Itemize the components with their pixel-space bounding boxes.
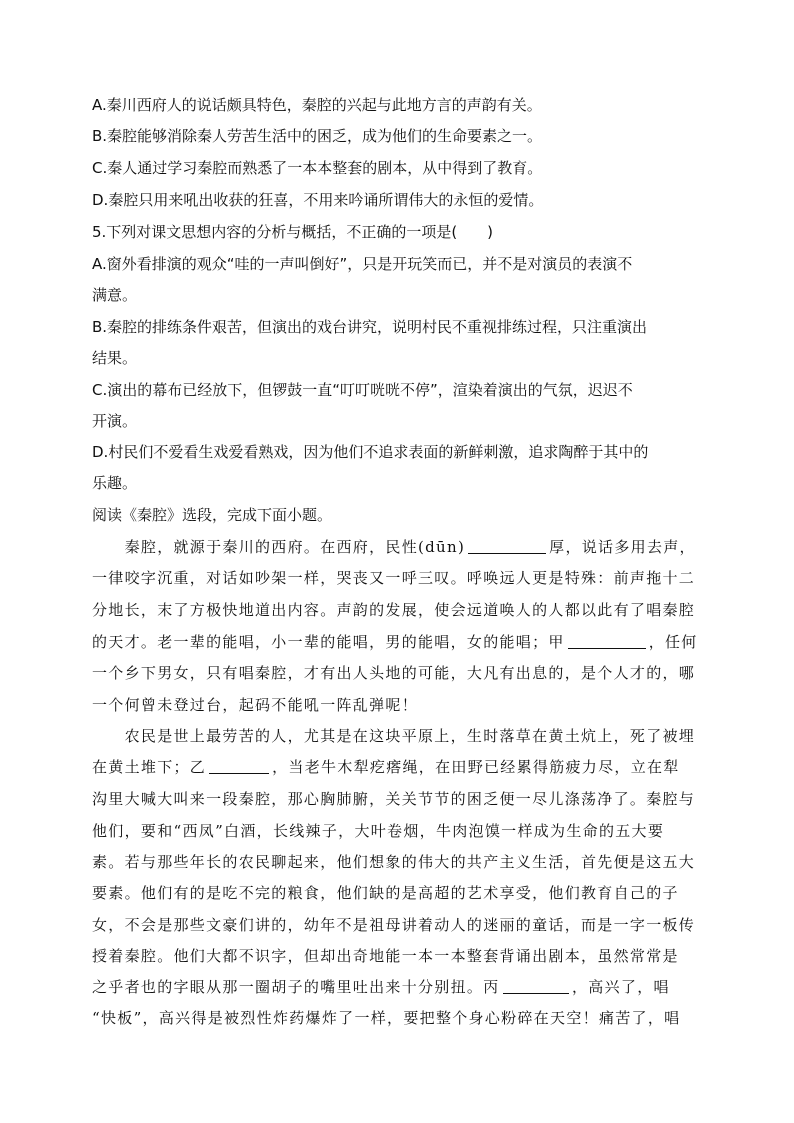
passage-p2-line5: 素。若与那些年长的农民聊起来，他们想象的伟大的共产主义生活，首先便是这五大 <box>92 853 696 871</box>
passage-p1-line2: 一律咬字沉重，对话如吵架一样，哭丧又一呼三叹。呼唤远人更是特殊：前声拖十二 <box>92 569 696 587</box>
q5-option-a-line1: A.窗外看排演的观众“哇的一声叫倒好”，只是开玩笑而已，并不是对演员的表演不 <box>92 255 633 273</box>
passage-text: 的天才。老一辈的能唱，小一辈的能唱，男的能唱，女的能唱；甲 <box>92 633 565 651</box>
answer-blank-jia[interactable] <box>568 634 646 649</box>
passage-p2-line9: 之乎者也的字眼从那一圈胡子的嘴里吐出来十分别扭。丙 <box>92 978 500 996</box>
passage-text: 厚，说话多用去声， <box>549 538 696 556</box>
passage-text: 在黄土堆下；乙 <box>92 758 207 776</box>
passage-p1-line5: 一个乡下男女，只有唱秦腔，才有出人头地的可能，大凡有出息的，是个人才的，哪 <box>92 664 696 682</box>
passage-p1-line4 <box>92 632 704 652</box>
q4-option-b: B.秦腔能够消除秦人劳苦生活中的困乏，成为他们的生命要素之一。 <box>92 127 543 145</box>
q5-option-c-line1: C.演出的幕布已经放下，但锣鼓一直“叮叮咣咣不停”，渲染着演出的气氛，迟迟不 <box>92 381 633 399</box>
q5-option-c-line2: 开演。 <box>92 412 138 430</box>
q4-option-a: A.秦川西府人的说话颇具特色，秦腔的兴起与此地方言的声韵有关。 <box>92 96 542 114</box>
passage-text: ，任何 <box>648 633 698 651</box>
passage-p2-line10: “快板”，高兴得是被烈性炸药爆炸了一样，要把整个身心粉碎在天空！痛苦了，唱 <box>92 1009 681 1027</box>
q5-option-a-line2: 满意。 <box>92 286 138 304</box>
passage-text: ，高兴了，唱 <box>572 978 670 996</box>
passage-p2-line9-tail <box>500 977 710 997</box>
q4-option-c: C.秦人通过学习秦腔而熟悉了一本本整套的剧本，从中得到了教育。 <box>92 159 543 177</box>
passage-p1-line3: 分地长，末了方极快地道出内容。声韵的发展，使会远道唤人的人都以此有了唱秦腔 <box>92 601 696 619</box>
passage-p1-line6: 一个何曾未登过台，起码不能吼一阵乱弹呢！ <box>92 696 419 714</box>
passage-p2-line2 <box>92 757 704 777</box>
passage-p2-line8: 授着秦腔。他们大都不识字，但却出奇地能一本一本整套背诵出剧本，虽然常常是 <box>92 947 679 965</box>
passage-p2-line6: 要素。他们有的是吃不完的粮食，他们缺的是高超的艺术享受，他们教育自己的子 <box>92 884 679 902</box>
q5-option-d-line1: D.村民们不爱看生戏爱看熟戏，因为他们不追求表面的新鲜刺激，追求陶醉于其中的 <box>92 443 649 461</box>
passage-text: ，当老牛木犁疙瘩绳，在田野已经累得筋疲力尽，立在犁 <box>272 758 680 776</box>
q5-option-b-line1: B.秦腔的排练条件艰苦，但演出的戏台讲究，说明村民不重视排练过程，只注重演出 <box>92 318 648 336</box>
passage-p2-line1: 农民是世上最劳苦的人，尤其是在这块平原上，生时落草在黄土炕上，死了被埋 <box>92 727 696 745</box>
passage-p2-line3: 沟里大喊大叫来一段秦腔，那心胸肺腑，关关节节的困乏便一尽儿涤荡净了。秦腔与 <box>92 790 696 808</box>
q4-option-d: D.秦腔只用来吼出收获的狂喜，不用来吟诵所谓伟大的永恒的爱情。 <box>92 191 544 209</box>
answer-blank-yi[interactable] <box>209 759 269 774</box>
answer-blank[interactable] <box>468 539 546 554</box>
reading-intro: 阅读《秦腔》选段，完成下面小题。 <box>92 506 333 524</box>
q5-stem: 5.下列对课文思想内容的分析与概括，不正确的一项是( ) <box>92 223 494 241</box>
q5-option-d-line2: 乐趣。 <box>92 474 138 492</box>
passage-p2-line4: 他们，要和“西凤”白酒，长线辣子，大叶卷烟，牛肉泡馍一样成为生命的五大要 <box>92 822 665 840</box>
q5-option-b-line2: 结果。 <box>92 349 138 367</box>
passage-p2-line7: 女，不会是那些文豪们讲的，幼年不是祖母讲着动人的迷丽的童话，而是一字一板传 <box>92 916 696 934</box>
passage-p1-line1 <box>92 537 704 557</box>
answer-blank-bing[interactable] <box>503 979 569 994</box>
passage-text: 秦腔，就源于秦川的西府。在西府，民性(dūn) <box>92 538 466 556</box>
